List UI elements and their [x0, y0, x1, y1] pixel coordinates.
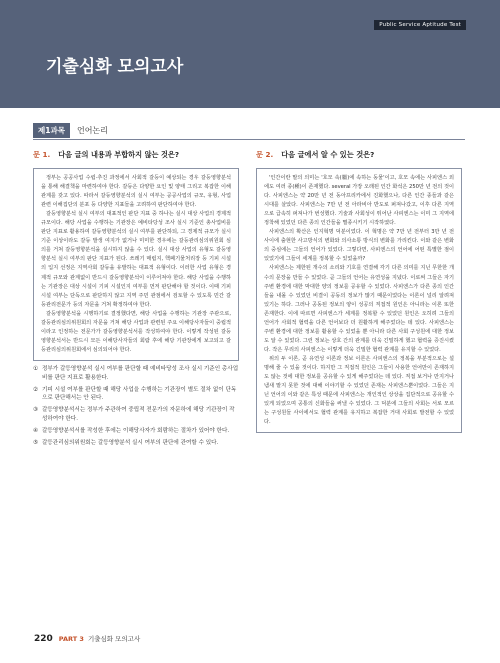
- answer-option-5[interactable]: [33, 439, 239, 448]
- section-bar: [33, 124, 108, 136]
- option-marker: ③: [33, 407, 39, 414]
- passage-paragraph: 갈등영향분석 실시 여부의 대표적인 판단 지표 중 하나는 실시 대상 사업의 경제적 규모이다. 해당 사업을 수행하는 기관장은 예비타당성 조사 실시 기준인 총사업비를 판단 지표로 활용하여 갈등영향분석의 실시 여부를 판단하되, 그 경제적 규모가 실시 기준 이상이라도 갈등 발생 여지가 없거나 미미한 경우에는 갈등관리심의위원회 심의를 거쳐 갈등영향분석을 실시하지 않을 수 있다. 실시 대상 사업의 유형도 갈등영향분석 실시 여부의 판단 지표가 된다. 쓰레기 매립지, 핵폐기물처리장 등 기피 시설의 입지 선정은 지역사회 갈등을 유발하는 대표적 유형이다. 이러한 사업 유형은 경제적 규모와 관계없이 반드시 갈등영향분석이 이루어져야 한다. 해당 사업을 수행하는 기관장은 대상 시설이 기피 시설인지 여부를 먼저 판단해야 할 것이다. 이때 기피 시설 여부는 단독으로 판단하지 않고 지역 주민 관점에서 검토할 수 있도록 민간 갈등관리전문가 등의 자문을 거쳐 확정하여야 한다.: [41, 211, 231, 308]
- option-text: 기피 시설 여부를 판단할 때 해당 사업을 수행하는 기관장이 별도 절차 없이 단독으로 판단해서는 안 된다.: [42, 386, 237, 402]
- page-header: [0, 0, 500, 108]
- option-text: 갈등영향분석서는 정부가 주관하여 중립적 전문가의 자문하에 해당 기관장이 작성하여야 한다.: [42, 407, 235, 422]
- option-marker: ②: [33, 386, 39, 393]
- answer-option-3[interactable]: [33, 406, 239, 424]
- question-1: [33, 149, 239, 450]
- page-footer: [34, 634, 140, 644]
- question-text: 다음 글에서 알 수 있는 것은?: [281, 150, 375, 159]
- passage-paragraph: 사피엔스의 확산은 인지혁명 덕분이었다. 이 혁명은 약 7만 년 전부터 3만 년 전 사이에 출현한 사고방식의 변화와 의사소통 방식의 변화를 가리킨다. 이와 같은 변화의 중심에는 그들의 언어가 있었다. 그렇다면, 사피엔스의 언어에 어떤 특별한 점이 있었기에 그들이 세계를 정복할 수 있었을까?: [264, 229, 454, 263]
- passage-paragraph: 위의 두 이론, 곧 유연성 이론과 정보 이론은 사피엔스의 정복을 부분적으로는 설명해 줄 수 있을 것이다. 하지만 그 직접적 원인은 그들이 사용한 언어만이 존재하지도 않는 것에 대한 정보를 공유할 수 있게 해주었다는 데 있다. 직접 보거나 만지거나 냄새 맡지 못한 것에 대해 이야기할 수 있었던 존재는 사피엔스뿐이었다. 그들은 지닌 언어의 이와 같은 특성 때문에 사피엔스는 개인적인 상상을 집단적으로 공유할 수 있게 되었으며 공통의 신화들을 써낼 수 있었다. 그 덕분에 그들의 사회는 서로 모르는 구성원들 사이에서도 협력 관계를 유지하고 복잡한 거대 사회로 발전할 수 있었다.: [264, 355, 454, 426]
- answer-options: [33, 365, 239, 447]
- answer-option-1[interactable]: [33, 365, 239, 383]
- question-number: 문 2.: [256, 150, 274, 159]
- passage-paragraph: 사피엔스는 제한된 개수의 소리와 기호를 연결해 각기 다른 의미를 지닌 무한한 개수의 문장을 만들 수 있었다. 곧 그들의 언어는 유연성을 지녔다. 이로써 그들은 자기 주변 환경에 대한 막대한 양의 정보를 공유할 수 있었다. 사피엔스가 다른 종의 인간들을 내몰 수 있었던 비결이 공동의 정보가 많기 때문이었다는 이론이 널리 알려져 있기는 하다. 그러나 공동된 정보의 양이 성공의 직접적 원인은 아니라는 이론 또한 존재한다. 이에 따르면 사피엔스가 세계를 정복할 수 있었던 원인은 오히려 그들의 언어가 사회적 협력을 다른 언어보다 더 원활하게 해주었다는 데 있다. 사피엔스는 주변 환경에 대한 정보를 활용할 수 있었을 뿐 아니라 다른 사회 구성원에 대한 정보도 알 수 있었다. 그런 정보는 상호 간의 관계를 더욱 긴밀하게 했고 협력을 증진시켰다. 작은 무리의 사피엔스는 이렇게 더욱 긴밀한 협력 관계를 유지할 수 있었다.: [264, 265, 454, 353]
- section-tag: 제1과목: [33, 123, 70, 138]
- passage-paragraph: 갈등영향분석을 시행하기로 결정했다면, 해당 사업을 수행하는 기관장 주관으로, 갈등관리심의위원회의 자문을 거쳐 해당 사업과 관련된 주요 이해당사자들이 중립적이라고 인정하는 전문가가 갈등영향분석서를 작성하여야 한다. 이렇게 작성된 갈등영향분석서는 반드시 모든 이해당사자들의 회람 후에 해당 기관장에게 보고되고 갈등관리심의위원회에서 심의되어야 한다.: [41, 310, 231, 353]
- part-label: PART 3: [58, 635, 84, 643]
- answer-option-2[interactable]: [33, 386, 239, 404]
- option-marker: ⑤: [33, 439, 39, 446]
- question-2-passage: [256, 168, 462, 433]
- question-2-header: [256, 149, 462, 161]
- question-text: 다음 글의 내용과 부합하지 않는 것은?: [58, 150, 180, 159]
- option-text: 정부가 갈등영향분석 실시 여부를 판단할 때 예비타당성 조사 실시 기준인 총사업비를 판단 지표로 활용한다.: [42, 365, 239, 381]
- part-title: 기출심화 모의고사: [87, 635, 141, 643]
- option-text: 갈등영향분석서를 작성한 후에는 이해당사자가 회람하는 절차가 있어야 한다.: [42, 427, 230, 434]
- question-1-header: [33, 149, 239, 161]
- question-number: 문 1.: [33, 150, 51, 159]
- passage-paragraph: 정부는 공공사업 수립·추진 과정에서 사회적 갈등이 예상되는 경우 갈등영향분석을 통해 해결책을 마련하여야 한다. 갈등은 다양한 요인 및 양태 그리고 복잡한 이해관계를 갖고 있다. 따라서 갈등영향분석의 실시 여부는 공공사업의 규모, 유형, 사업 관련 이해집단의 분포 등 다양한 지표들을 고려하여 판단하여야 한다.: [41, 175, 231, 209]
- page-number: 220: [34, 634, 53, 644]
- page-title: 기출심화 모의고사: [46, 57, 184, 77]
- section-name: 언어논리: [76, 125, 108, 135]
- question-1-passage: [33, 168, 239, 361]
- header-tag: Public Service Aptitude Test: [374, 20, 466, 30]
- option-text: 갈등관리심의위원회는 갈등영향분석 실시 여부의 판단에 관여할 수 있다.: [42, 439, 219, 446]
- section-divider: [33, 139, 465, 140]
- option-marker: ④: [33, 427, 39, 434]
- answer-option-4[interactable]: [33, 427, 239, 436]
- question-2: [256, 149, 462, 433]
- option-marker: ①: [33, 365, 39, 372]
- passage-paragraph: '인간이란 말의 의미는 '호모 속(屬)에 속하는 동물'이고, 호모 속에는 사피엔스 외에도 여러 종(種)이 존재했다. several 가장 오래된 인간 화석은 250만 년 전의 것이다. 사피엔스는 약 20만 년 전 동아프리카에서 진화했으나, 다른 인간 종들과 같은 시대를 살았다. 사피엔스는 7만 년 전 아라비아 반도로 퍼져나갔고, 이후 다른 지역으로 급속히 퍼져나가 번성했다. 기술과 사회성이 뛰어난 사피엔스는 이미 그 지역에 정착해 있었던 다른 종의 인간들을 멸종시키기 시작하였다.: [264, 175, 454, 227]
